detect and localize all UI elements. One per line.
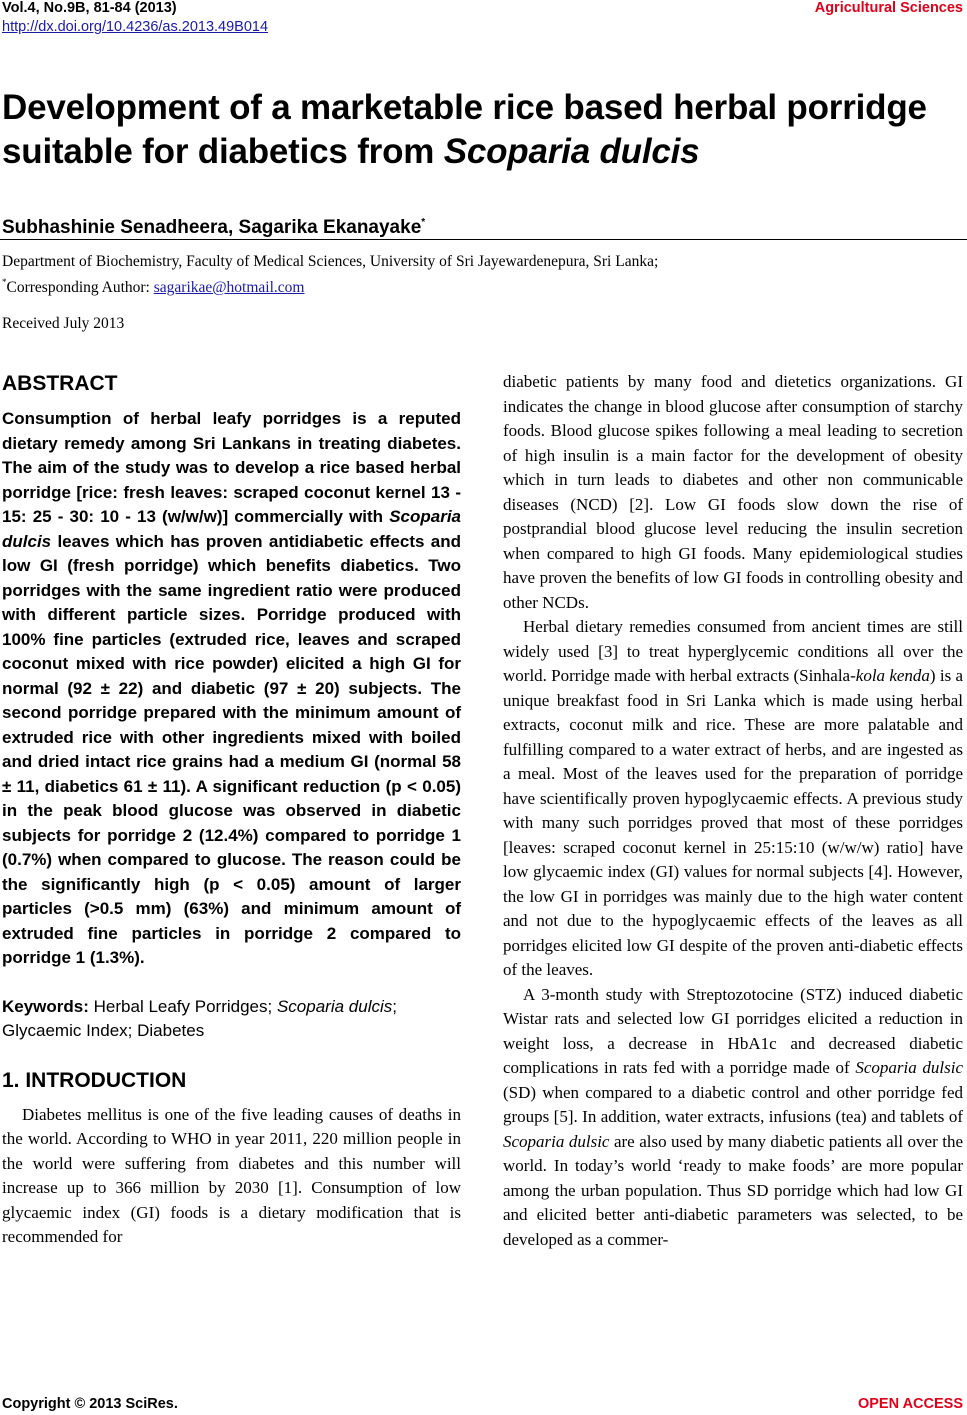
abstract-species: Scoparia dulcis [2,507,461,551]
left-column [2,370,461,1250]
corresponding-label: Corresponding Author: [6,279,154,296]
paragraph-text: are also used by many diabetic patients all over the world. In today’s world ‘ready to make foods’ are more popular among the urban population. Thus SD porridge which had low GI and elicited better anti-diabetic parameters was selected, to be developed as a commer- [503,1131,963,1249]
received-date: Received July 2013 [2,315,125,332]
keyword-text: ; Glycaemic Index; Diabetes [2,996,397,1040]
intro-paragraph-3 [503,983,963,1253]
journal-name: Agricultural Sciences [814,0,963,16]
paragraph-text: Herbal dietary remedies consumed from ancient times are still widely used [3] to treat hyperglycemic conditions all over the world. Porridge made with herbal extracts (Sinhala- [503,617,963,685]
keywords-label: Keywords: [2,996,89,1016]
keywords [2,995,461,1043]
abstract-text [2,407,461,971]
keyword-species: Scoparia dulcis [276,996,393,1016]
intro-paragraph-1: Diabetes mellitus is one of the five leading causes of deaths in the world. According to WHO in year 2011, 220 million people in the world were suffering from diabetes and this number will increase up to 366 million by 2030 [1]. Consumption of low glycaemic index (GI) foods is a dietary modification that is recommended for [2,1104,461,1246]
corresponding-mark: * [421,217,426,228]
right-column [503,370,963,1252]
paragraph-italic: Scoparia dulsic [855,1058,963,1077]
affiliation: Department of Biochemistry, Faculty of Medical Sciences, University of Sri Jayewardenepura, Sri Lanka; [2,253,659,270]
email-link[interactable]: sagarikae@hotmail.com [153,279,305,296]
copyright: Copyright © 2013 SciRes. [2,1396,178,1412]
title-divider [0,239,967,240]
abstract-part: leaves which has proven antidiabetic effects and low GI (fresh porridge) which benefits diabetics. Two porridges with the same ingredient ratio were produced with different particle sizes. Porridge produced with 100% fine particles (extruded rice, leaves and scraped coconut mixed with rice powder) elicited a high GI for normal (92 ± 22) and diabetic (97 ± 20) subjects. The second porridge prepared with the minimum amount of extruded rice with other ingredients mixed with boiled and dried intact rice grains had a medium GI (normal 58 ± 11, diabetics 61 ± 11). A significant reduction (p < 0.05) in the peak blood glucose was observed in diabetic subjects for porridge 2 (12.4%) compared to porridge 1 (0.7%) when compared to glucose. The reason could be the significantly high (p < 0.05) amount of larger particles (>0.5 mm) (63%) and minimum amount of extruded fine particles in porridge 2 compared to porridge 1 (1.3%). [2,531,461,967]
paragraph-text: (SD) when compared to a diabetic control and other porridge fed groups [5]. In addition, water extracts, infusions (tea) and tablets of [503,1082,963,1126]
corresponding-mark: * [2,277,7,287]
open-access-label: OPEN ACCESS [857,1396,963,1412]
paragraph-text: ) is a unique breakfast food in Sri Lanka which is made using herbal extracts, coconut milk and rice. These are more palatable and fulfilling compared to a water extract of herbs, and are ingested as a meal. Most of the leaves used for the preparation of porridge have scientifically proven hypoglycaemic effects. A previous study with many such porridges proved that most of these porridges [leaves: scraped coconut kernel in 25:15:10 (w/w/w) ratio] have low glycaemic index (GI) values for normal subjects [4]. However, the low GI in porridges was mainly due to the high water content and not due to the hypoglycaemic effects of the leaves as all porridges elicited low GI despite of the proven anti-diabetic effects of the leaves. [503,666,964,979]
paragraph-italic: kola kenda [855,666,930,685]
corresponding-author [2,272,304,298]
paragraph-text: A 3-month study with Streptozotocine (STZ) induced diabetic Wistar rats and selected low GI porridges elicited a reduction in weight loss, a decrease in HbA1c and decreased diabetic complications in rats fed with a porridge made of [503,984,963,1077]
doi-link[interactable]: http://dx.doi.org/10.4236/as.2013.49B014 [2,19,269,35]
keyword-text: Herbal Leafy Porridges; [88,996,277,1016]
abstract-heading: ABSTRACT [2,372,118,395]
author-names: Subhashinie Senadheera, Sagarika Ekanayake [2,217,422,238]
abstract-part: Consumption of herbal leafy porridges is a reputed dietary remedy among Sri Lankans in treating diabetes. The aim of the study was to develop a rice based herbal porridge [rice: fresh leaves: scraped coconut kernel 13 - 15: 25 - 30: 10 - 13 (w/w/w)] commercially with [2,409,461,526]
intro-paragraph-1-cont: diabetic patients by many food and dietetics organizations. GI indicates the change in blood glucose after consumption of starchy foods. Blood glucose spikes following a meal leading to secretion of high insulin is a main factor for the development of obesity which in turn leads to diabetes and other non communicable diseases (NCD) [2]. Low GI foods slow down the rise of postprandial blood glucose level reducing the insulin secretion when compared to high GI foods. Many epidemiological studies have proven the benefits of low GI foods in controlling obesity and other NCDs. [503,372,963,612]
paragraph-italic: Scoparia dulsic [503,1131,610,1151]
introduction-heading: 1. INTRODUCTION [2,1068,187,1092]
volume-info: Vol.4, No.9B, 81-84 (2013) [2,0,177,16]
title-main: Development of a marketable rice based herbal porridge suitable for diabetics from [2,88,927,171]
author-list [2,211,425,240]
title-species: Scoparia dulcis [443,132,700,171]
paper-title [2,86,962,174]
intro-paragraph-2 [503,615,963,983]
